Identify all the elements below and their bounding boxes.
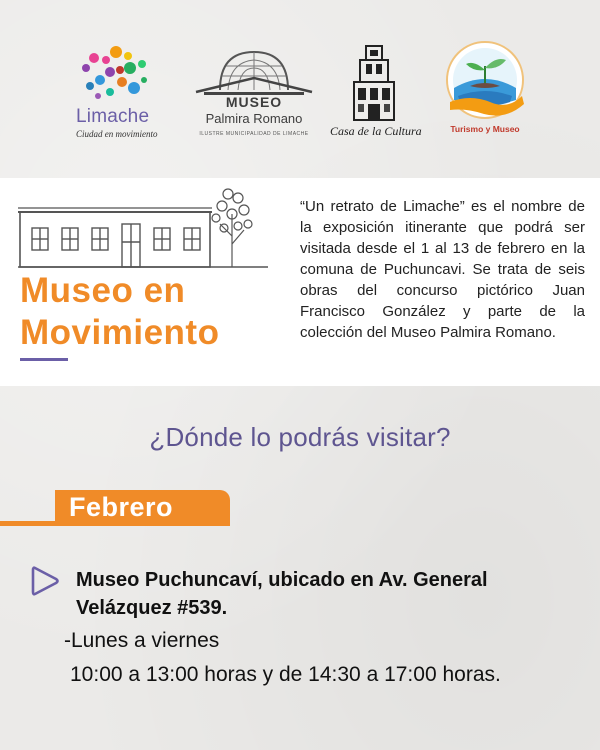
limache-logo: [70, 38, 165, 143]
banner-description: “Un retrato de Limache” es el nombre de la exposición itinerante que podrá ser visitada desde el 1 al 13 de febrero en la comuna de Puchuncavi. Se trata de seis obras del concurso pictórico Juan Francisco González y parte de la colección del Museo Palmira Romano.: [300, 198, 585, 341]
casa-cultura-caption: Casa de la Cultura: [330, 124, 422, 138]
location-title: Museo Puchuncaví, ubicado en Av. General Velázquez #539.: [76, 569, 488, 619]
tree-icon: [212, 189, 252, 267]
turismo-museo-logo: [440, 40, 530, 140]
limache-logo-name: Limache: [76, 106, 150, 127]
building-facade-icon: [18, 184, 268, 279]
casa-cultura-tower-icon: [344, 44, 404, 122]
banner-title: [20, 270, 290, 354]
turismo-hand-plant-icon: [440, 40, 530, 124]
museo-logo-line3: ILUSTRE MUNICIPALIDAD DE LIMACHE: [199, 131, 309, 137]
play-arrow-icon: [30, 564, 60, 598]
limache-logo-tagline: Ciudad en movimiento: [76, 129, 158, 139]
location-hours: 10:00 a 13:00 horas y de 14:30 a 17:00 horas.: [70, 663, 501, 686]
museo-logo-line1: MUSEO: [225, 94, 283, 110]
museo-logo-line2: Palmira Romano: [205, 111, 303, 126]
title-underline: [20, 358, 68, 361]
limache-star-icon: [70, 38, 160, 108]
location-days: -Lunes a viernes: [64, 629, 220, 652]
casa-cultura-logo: [326, 44, 426, 144]
logo-row: [0, 38, 600, 143]
visit-question: ¿Dónde lo podrás visitar?: [149, 422, 451, 452]
month-label: [55, 490, 230, 526]
exhibition-banner: [0, 178, 600, 386]
museo-dome-icon: [190, 48, 318, 98]
banner-title-line1: Museo en: [20, 271, 186, 310]
banner-title-line2: Movimiento: [20, 313, 220, 352]
museo-palmira-logo: [190, 48, 318, 143]
turismo-museo-caption: Turismo y Museo: [450, 124, 520, 134]
month-text: Febrero: [69, 492, 174, 522]
